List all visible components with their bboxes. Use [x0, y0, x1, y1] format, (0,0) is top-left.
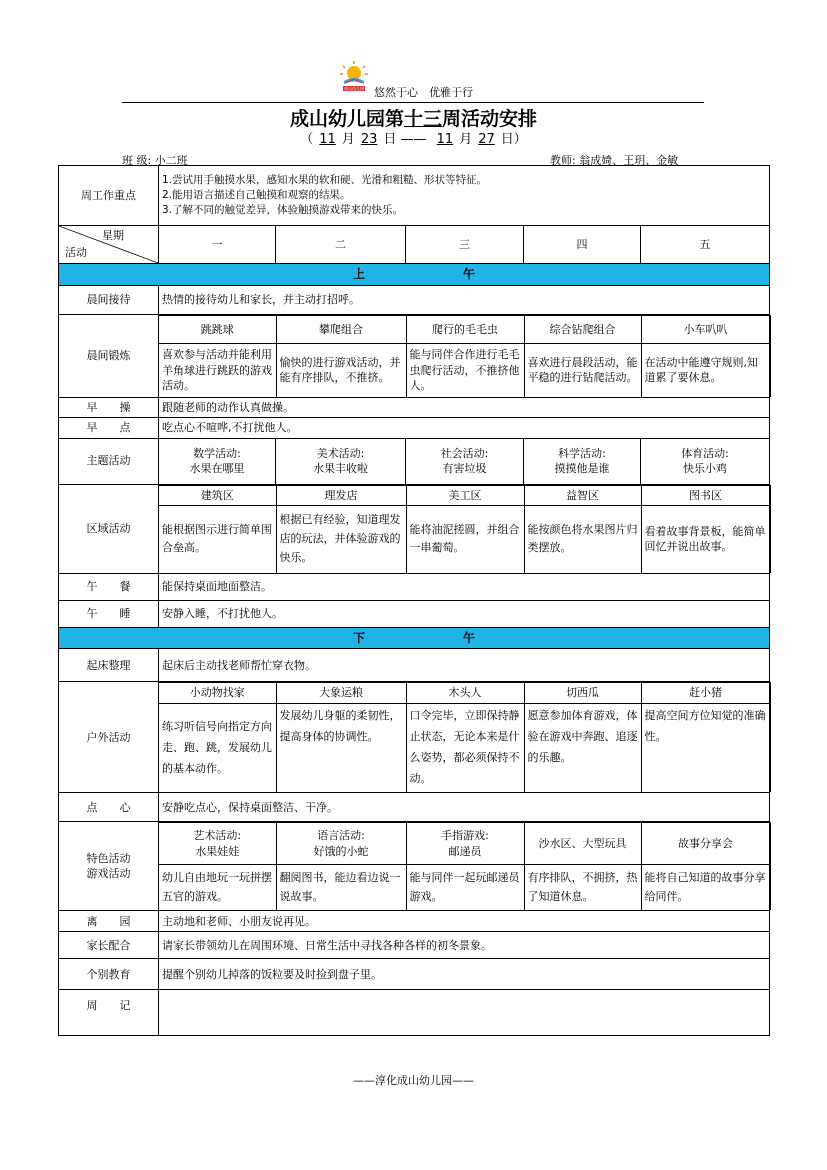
outdoor-name: 切西瓜 [524, 683, 641, 703]
outdoor-row: 户外活动 小动物找家 大象运粮 木头人 切西瓜 赶小猪 练习听信号向指定方向走、跑、跳，发展幼儿的基本动作。 发展幼儿身躯的柔韧性，提高身体的协调性。 口令完毕，立即保持静止状态，无论本来是什么姿势，都必须保持不动。 愿意参加体育游戏，体验在游戏中奔跑、追逐的乐趣。 提高空间方位知觉的准确性。 [59, 682, 770, 793]
afternoon-band: 下 午 [59, 627, 770, 649]
leave-row: 离 园 主动地和老师、小朋友说再见。 [59, 911, 770, 932]
exercise-name: 攀爬组合 [276, 315, 406, 343]
parents-row: 家长配合 请家长带领幼儿在周围环境、日常生活中寻找各种各样的初冬景象。 [59, 932, 770, 959]
outdoor-goal: 提高空间方位知觉的准确性。 [641, 703, 770, 792]
special-goal: 有序排队，不拥挤，热了知道休息。 [524, 865, 641, 911]
area-name: 建筑区 [159, 485, 276, 505]
notes-row: 周 记 [59, 990, 770, 1036]
lunch-row: 午 餐 能保持桌面地面整洁。 [59, 573, 770, 600]
outdoor-goal: 发展幼儿身躯的柔韧性，提高身体的协调性。 [276, 703, 406, 792]
header-rule [122, 102, 704, 103]
morning-band: 上 午 [59, 264, 770, 286]
special-goal: 翻阅图书，能边看边说一说故事。 [276, 865, 406, 911]
theme-name: 快乐小鸡 [683, 462, 727, 476]
exercise-goal: 喜欢进行晨段活动，能平稳的进行钻爬活动。 [524, 343, 641, 397]
kindergarten-logo [337, 60, 371, 94]
area-goal: 能将油泥搓圆，并组合一串葡萄。 [406, 505, 524, 572]
outdoor-goal: 愿意参加体育游戏，体验在游戏中奔跑、追逐的乐趣。 [524, 703, 641, 792]
teacher-info: 教师: 翁成婍、王玥、金敏 [550, 154, 679, 167]
exercise-goal: 能与同伴合作进行毛毛虫爬行活动，不推挤他人。 [406, 343, 524, 397]
page-title: 成山幼儿园第十三周活动安排 [289, 108, 538, 130]
area-goal: 看着故事背景板，能简单回忆并说出故事。 [641, 505, 770, 572]
special-name: 好饿的小蛇 [313, 844, 369, 858]
special-goal: 幼儿自由地玩一玩拼摆五官的游戏。 [159, 865, 276, 911]
reception-row: 晨间接待 热情的接待幼儿和家长，并主动打招呼。 [59, 285, 770, 314]
wake-row: 起床整理 起床后主动找老师帮忙穿衣物。 [59, 649, 770, 682]
footer: ——淳化成山幼儿园—— [353, 1074, 474, 1087]
area-name: 理发店 [276, 485, 406, 505]
exercise-goal: 喜欢参与活动并能利用羊角球进行跳跃的游戏活动。 [159, 343, 276, 397]
special-name: 水果娃娃 [195, 844, 240, 858]
exercise-goal: 愉快的进行游戏活动，并能有序排队，不推挤。 [276, 343, 406, 397]
afternoon-snack-row: 点 心 安静吃点心，保持桌面整洁、干净。 [59, 793, 770, 822]
diagonal-header-cell: 星期 活动 [59, 226, 159, 264]
date-range: （ 11 月 23 日 —— 11 月 27 日） [300, 132, 527, 147]
special-goal: 能与同伴一起玩邮递员游戏。 [406, 865, 524, 911]
area-goal: 根据已有经验，知道理发店的玩法，并体验游戏的快乐。 [276, 505, 406, 572]
weekday-header-row [59, 226, 770, 264]
area-name: 图书区 [641, 485, 770, 505]
theme-name: 水果在哪里 [189, 462, 245, 476]
theme-name: 水果丰收啦 [313, 462, 368, 476]
exercise-row: 晨间锻炼 跳跳球 攀爬组合 爬行的毛毛虫 综合钻爬组合 小车叭叭 喜欢参与活动并能利用羊角球进行跳跃的游戏活动。 愉快的进行游戏活动，并能有序排队，不推挤。 能与同伴合作进行毛毛虫爬行活动，不推挤他人。 喜欢进行晨段活动，能平稳的进行钻爬活动。 在活动中能遵守规则,知道累了要休息。 [59, 314, 770, 397]
morning-snack-row: 早 点 吃点心不喧哗,不打扰他人。 [59, 418, 770, 438]
day-friday: 五 [641, 226, 770, 264]
special-name: 沙水区、大型玩具 [524, 823, 641, 865]
exercise-name: 小车叭叭 [641, 315, 770, 343]
exercise-name: 爬行的毛毛虫 [406, 315, 524, 343]
notes-field[interactable] [159, 990, 770, 1036]
exercise-name: 跳跳球 [159, 315, 276, 343]
outdoor-name: 大象运粮 [276, 683, 406, 703]
exercise-goal: 在活动中能遵守规则,知道累了要休息。 [641, 343, 770, 397]
area-goal: 能按颜色将水果图片归类摆放。 [524, 505, 641, 572]
slogan: 悠然于心 优雅于行 [374, 86, 473, 99]
day-wednesday: 三 [406, 226, 524, 264]
area-activity-row: 区域活动 建筑区 理发店 美工区 益智区 图书区 能根据图示进行简单围合垒高。 根据已有经验，知道理发店的玩法，并体验游戏的快乐。 能将油泥搓圆，并组合一串葡萄。 能按颜色将水果图片归类摆放。 看着故事背景板，能简单回忆并说出故事。 [59, 484, 770, 573]
weekly-focus: 1.尝试用手触摸水果，感知水果的软和硬、光滑和粗糙、形状等特征。 2.能用语言描述自己触摸和观察的结果。 3.了解不同的触觉差异，体验触摸游戏带来的快乐。 [159, 166, 770, 226]
nap-row: 午 睡 安静入睡，不打扰他人。 [59, 600, 770, 627]
individual-row: 个别教育 提醒个别幼儿掉落的饭粒要及时捡到盘子里。 [59, 959, 770, 990]
class-value: 小二班 [154, 154, 188, 167]
area-name: 益智区 [524, 485, 641, 505]
morning-exercise-row: 早 操 跟随老师的动作认真做操。 [59, 397, 770, 417]
area-goal: 能根据图示进行简单围合垒高。 [159, 505, 276, 572]
outdoor-name: 木头人 [406, 683, 524, 703]
special-activity-row: 特色活动 游戏活动 艺术活动: 水果娃娃 语言活动: 好饿的小蛇 手指游戏: 邮递员 沙水区、大型玩具 故事分享会 幼儿自由地玩一玩拼摆五官的游戏。 翻阅图书，能边看边说一说故事。 能与同伴一起玩邮递员游戏。 有序排队，不拥挤，热了知道休息。 能将自己知道的故事分享给同伴。 [59, 822, 770, 911]
day-tuesday: 二 [276, 226, 406, 264]
row-label: 周工作重点 [59, 166, 159, 226]
special-name: 故事分享会 [641, 823, 770, 865]
day-monday: 一 [159, 226, 276, 264]
svg-text:成山幼儿园: 成山幼儿园 [344, 86, 364, 91]
week-number: 十三 [403, 108, 442, 130]
day-thursday: 四 [524, 226, 641, 264]
theme-name: 有害垃圾 [442, 462, 487, 476]
weekly-focus-row [59, 166, 770, 226]
outdoor-goal: 口令完毕，立即保持静止状态，无论本来是什么姿势，都必须保持不动。 [406, 703, 524, 792]
class-info: 班 级: 小二班 [122, 152, 206, 168]
special-name: 邮递员 [448, 844, 482, 858]
outdoor-name: 赶小猪 [641, 683, 770, 703]
weekly-schedule-table [58, 165, 770, 1036]
outdoor-name: 小动物找家 [159, 683, 276, 703]
area-name: 美工区 [406, 485, 524, 505]
theme-name: 摸摸他是谁 [554, 462, 610, 476]
theme-activity-row: 主题活动 数学活动: 水果在哪里 美术活动: 水果丰收啦 社会活动: 有害垃圾 科学活动: 摸摸他是谁 体育活动: 快乐小鸡 [59, 438, 770, 484]
outdoor-goal: 练习听信号向指定方向走、跑、跳，发展幼儿的基本动作。 [159, 703, 276, 792]
teacher-value: 翁成婍、王玥、金敏 [579, 154, 679, 167]
exercise-name: 综合钻爬组合 [524, 315, 641, 343]
special-goal: 能将自己知道的故事分享给同伴。 [641, 865, 770, 911]
